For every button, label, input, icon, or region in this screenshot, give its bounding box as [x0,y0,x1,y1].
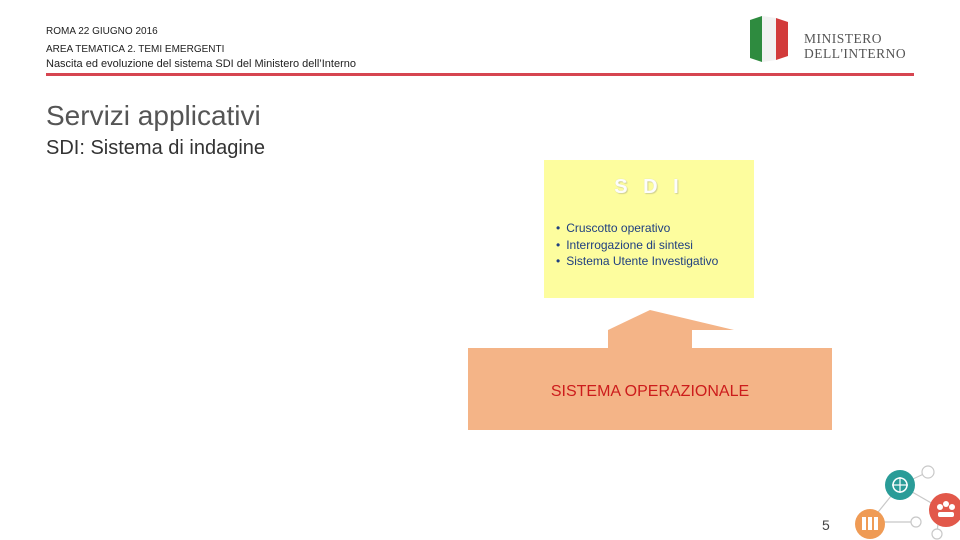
logo [748,14,918,66]
logo-text [804,31,906,61]
page-title: Servizi applicativi [46,100,261,131]
list-item: • Sistema Utente Investigativo [556,253,718,270]
header-topic: Nascita ed evoluzione del sistema SDI del Ministero dell’Interno [46,58,356,70]
network-books-icon [855,509,885,539]
page-number: 5 [822,517,830,533]
up-arrow-shape [566,310,734,350]
header-date: ROMA 22 GIUGNO 2016 [46,26,158,37]
network-decoration [840,460,960,540]
header-area: AREA TEMATICA 2. TEMI EMERGENTI [46,44,225,55]
network-compass-icon [885,470,915,500]
header-divider [46,73,914,76]
page-subtitle: SDI: Sistema di indagine [46,137,266,159]
italian-flag-icon [748,14,790,64]
sdi-box [544,160,754,298]
sdi-list [556,220,718,270]
logo-line1: MINISTERO [804,31,882,46]
sdi-heading: S D I [614,176,684,198]
list-item: • Cruscotto operativo [556,220,718,237]
base-label: SISTEMA OPERAZIONALE [550,383,750,400]
list-item: • Interrogazione di sintesi [556,237,718,254]
sistema-operazionale-box [468,348,832,430]
network-people-icon [929,493,960,527]
logo-line2: DELL'INTERNO [804,46,907,61]
